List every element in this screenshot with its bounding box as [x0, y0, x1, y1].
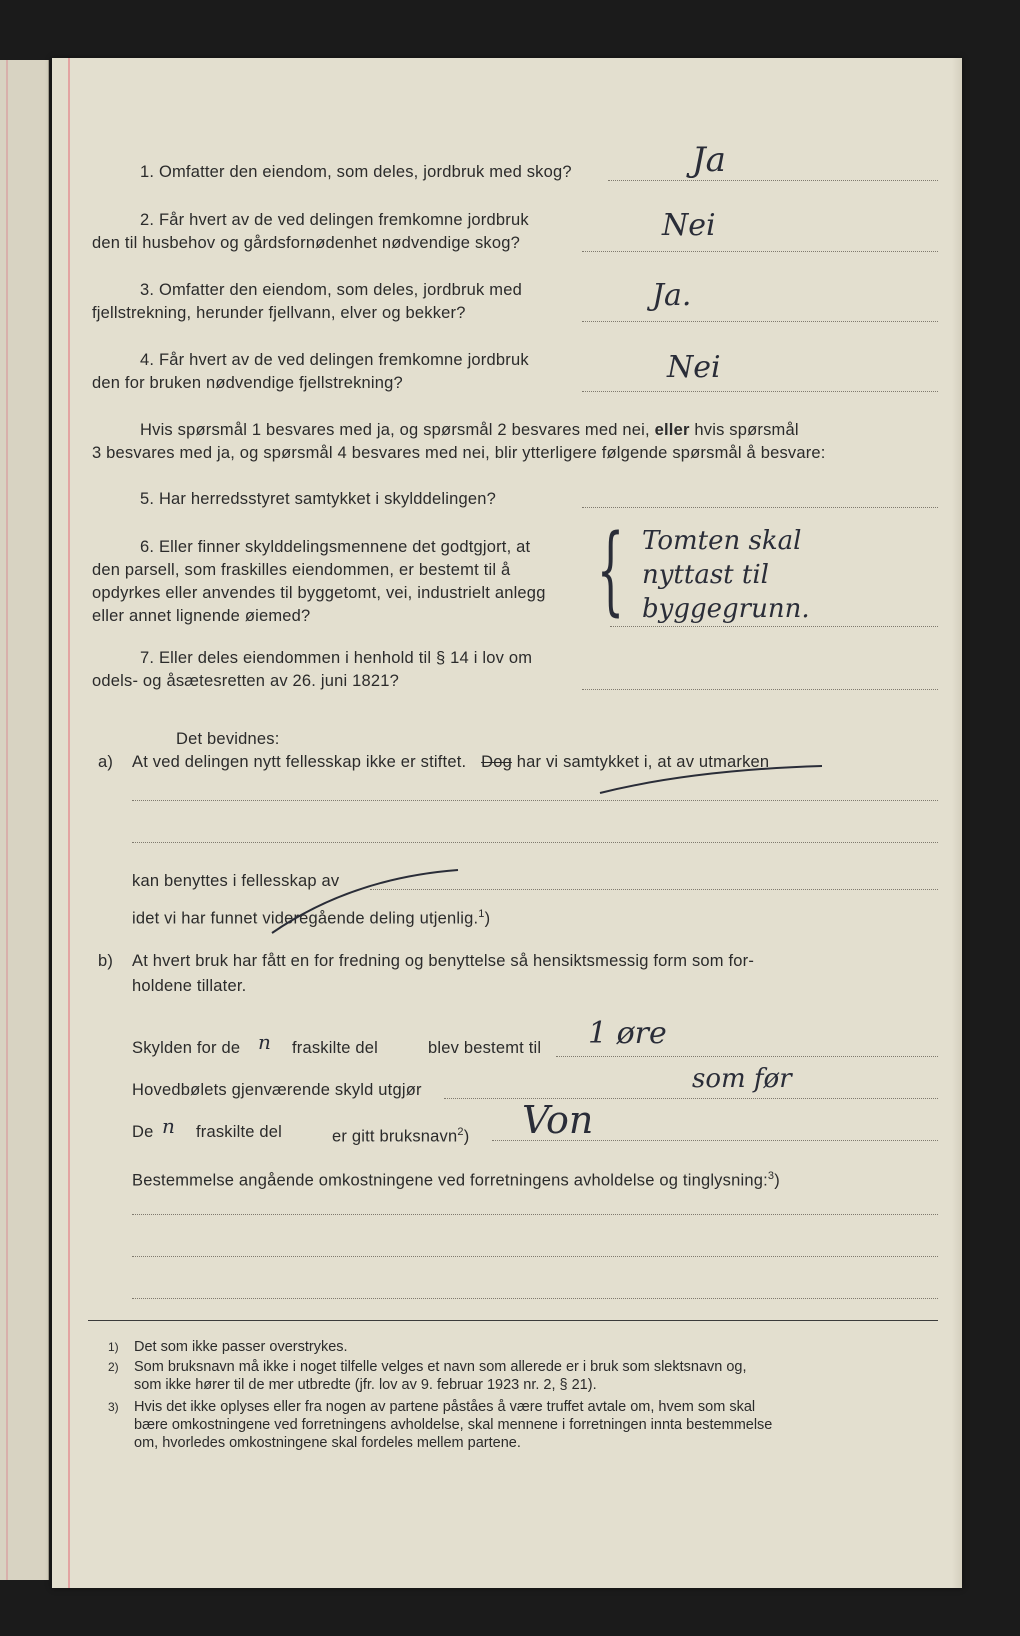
item-a-line-4: kan benyttes i fellesskap av	[132, 872, 340, 890]
question-3-line-1: 3. Omfatter den eiendom, som deles, jordbruk med	[140, 281, 522, 299]
bruksnavn-label-a: De	[132, 1123, 154, 1141]
skyld-answer: 1 øre	[588, 1016, 667, 1051]
question-3-line-2: fjellstrekning, herunder fjellvann, elver og bekker?	[92, 304, 466, 322]
skyld-answer-line	[556, 1056, 938, 1057]
brace: {	[596, 514, 625, 626]
bruksnavn-label-b: fraskilte del	[196, 1123, 283, 1141]
footnote-3-line-1: Hvis det ikke oplyses eller fra nogen av partene påståes å være truffet avtale om, hvem som skal	[134, 1399, 756, 1415]
hovedbol-label: Hovedbølets gjenværende skyld utgjør	[132, 1081, 422, 1099]
bruksnavn-paren: )	[463, 1127, 470, 1146]
question-1: 1. Omfatter den eiendom, som deles, jordbruk med skog?	[140, 163, 572, 181]
question-7-line-2: odels- og åsætesretten av 26. juni 1821?	[92, 672, 400, 690]
item-b-line-1: At hvert bruk har fått en for fredning og benyttelse så hensiktsmessig form som for-	[132, 952, 755, 970]
answer-6-line-2: nyttast til	[642, 560, 769, 590]
question-6-line-4: eller annet lignende øiemed?	[92, 607, 311, 625]
item-b-marker: b)	[98, 952, 114, 970]
question-4-line-1: 4. Får hvert av de ved delingen fremkomne jordbruk	[140, 351, 529, 369]
hovedbol-answer-line	[444, 1098, 938, 1099]
condition-text-b: hvis spørsmål	[694, 421, 799, 439]
answer-2: Nei	[662, 208, 716, 243]
condition-text-bold: eller	[654, 421, 690, 439]
footnote-ref-2: 2	[457, 1126, 464, 1138]
omkostning-line-3	[132, 1298, 938, 1299]
footnote-1-line-1: Det som ikke passer overstrykes.	[134, 1339, 348, 1355]
question-2-line-1: 2. Får hvert av de ved delingen fremkomne jordbruk	[140, 211, 529, 229]
footnote-ref-3: 3	[767, 1170, 775, 1182]
hovedbol-answer: som før	[692, 1064, 792, 1094]
omkostning-line-2	[132, 1256, 938, 1257]
item-a-line-5-text: idet vi har funnet videregående deling utjenlig.	[132, 909, 479, 928]
attest-heading: Det bevidnes:	[176, 730, 280, 748]
bruksnavn-label-c	[332, 1122, 469, 1147]
footnote-2	[108, 1358, 747, 1394]
footnote-1-marker: 1)	[108, 1340, 119, 1354]
item-a-struck: Dog	[481, 753, 512, 771]
skyld-label-b: fraskilte del	[292, 1039, 379, 1057]
footnote-divider	[88, 1320, 938, 1321]
bruksnavn-handwritten-n: n	[162, 1114, 175, 1138]
answer-6-line-3: byggegrunn.	[642, 594, 810, 624]
answer-6-line-1: Tomten skal	[642, 526, 802, 556]
footnote-2-line-1: Som bruksnavn må ikke i noget tilfelle velges et navn som allerede er i bruk som slektsnavn og,	[134, 1359, 747, 1375]
answer-3: Ja.	[652, 278, 692, 313]
footnote-3-line-2: bære omkostningene ved forretningens avholdelse, skal mennene i forretningen innta bestemmelse	[134, 1417, 773, 1433]
question-6-line-2: den parsell, som fraskilles eiendommen, er bestemt til å	[92, 561, 511, 579]
question-5: 5. Har herredsstyret samtykket i skylddelingen?	[140, 490, 497, 508]
omkostning-paren: )	[774, 1171, 780, 1190]
underlying-page-edge	[0, 60, 49, 1580]
footnote-2-marker: 2)	[108, 1360, 119, 1374]
question-2-line-2: den til husbehov og gårdsfornødenhet nødvendige skog?	[92, 234, 520, 252]
bruksnavn-answer: Von	[522, 1098, 594, 1142]
answer-4: Nei	[667, 350, 721, 385]
footnote-3-marker: 3)	[108, 1400, 119, 1414]
item-b-line-2: holdene tillater.	[132, 977, 247, 995]
omkostning-label	[132, 1166, 780, 1191]
question-4-line-2: den for bruken nødvendige fjellstrekning?	[92, 374, 403, 392]
footnote-2-line-2: som ikke hører til de mer utbredte (jfr. lov av 9. februar 1923 nr. 2, § 21).	[134, 1377, 597, 1393]
item-a-continuation: har vi samtykket i, at av utmarken	[516, 753, 770, 771]
question-7-line-1: 7. Eller deles eiendommen i henhold til § 14 i lov om	[140, 649, 533, 667]
item-a-marker: a)	[98, 753, 114, 771]
omkostning-label-text: Bestemmelse angående omkostningene ved forretningens avholdelse og tinglysning:	[132, 1171, 768, 1190]
document-page	[52, 58, 962, 1588]
item-a-line-5: idet vi har funnet videregående deling utjenlig.$^1$)	[132, 908, 491, 928]
question-6-line-1: 6. Eller finner skylddelingsmennene det godtgjort, at	[140, 538, 531, 556]
skyld-handwritten-n: n	[258, 1030, 271, 1054]
footnote-1	[108, 1338, 348, 1356]
answer-1: Ja	[692, 140, 726, 180]
footnote-3-line-3: om, hvorledes omkostningene skal fordeles mellem partene.	[134, 1435, 521, 1451]
condition-text-a: Hvis spørsmål 1 besvares med ja, og spørsmål 2 besvares med nei,	[140, 421, 650, 439]
omkostning-line-1	[132, 1214, 938, 1215]
skyld-label-a: Skylden for de	[132, 1039, 241, 1057]
footnote-ref-1: 1	[478, 908, 485, 920]
question-6-line-3: opdyrkes eller anvendes til byggetomt, vei, industrielt anlegg	[92, 584, 546, 602]
bruksnavn-label-text: er gitt bruksnavn	[332, 1127, 458, 1146]
skyld-label-c: blev bestemt til	[428, 1039, 542, 1057]
item-a-text: At ved delingen nytt fellesskap ikke er stiftet.	[132, 753, 467, 771]
footnote-3	[108, 1398, 773, 1452]
condition-line-2: 3 besvares med ja, og spørsmål 4 besvares med nei, blir ytterligere følgende spørsmål å besvare:	[92, 444, 826, 462]
